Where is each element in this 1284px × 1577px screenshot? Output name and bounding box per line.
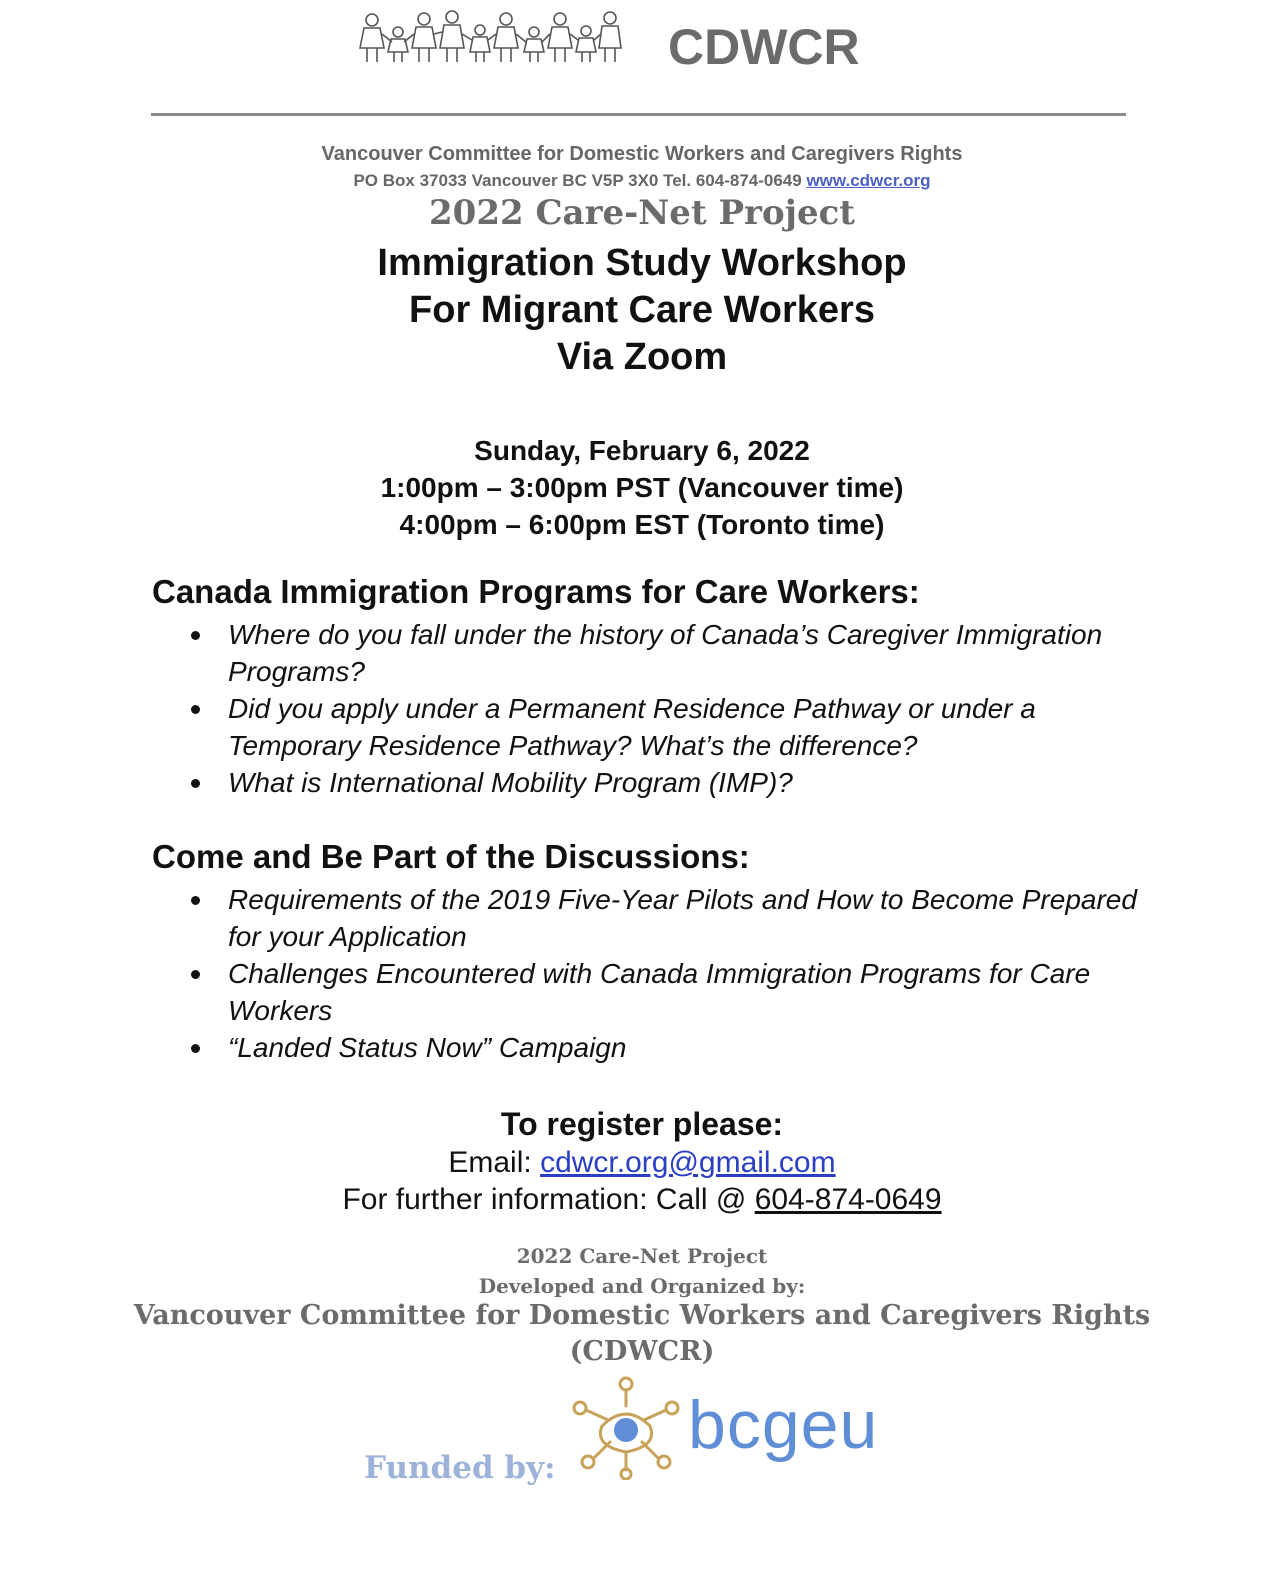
event-time-est: 4:00pm – 6:00pm EST (Toronto time)	[399, 509, 885, 540]
main-title-line-1: Immigration Study Workshop	[377, 242, 907, 284]
bullet-icon	[191, 1044, 200, 1053]
event-date: Sunday, February 6, 2022	[474, 435, 810, 466]
phone-label: For further information: Call @	[342, 1183, 747, 1216]
main-title-line-3: Via Zoom	[556, 336, 728, 378]
list-item	[228, 1029, 1148, 1066]
list-item-text: Did you apply under a Permanent Residence Pathway or under a Temporary Residence Pathway? What’s the difference?	[228, 693, 1036, 761]
list-item	[228, 764, 1148, 801]
bcgeu-wordmark: bcgeu	[688, 1387, 879, 1463]
list-item-text: Where do you fall under the history of Canada’s Caregiver Immigration Programs?	[228, 619, 1103, 687]
section-heading-programs: Canada Immigration Programs for Care Workers:	[152, 573, 920, 610]
list-item	[228, 616, 1148, 690]
bullet-icon	[191, 779, 200, 788]
bullet-icon	[191, 896, 200, 905]
footer-developed-by: Developed and Organized by:	[478, 1274, 806, 1298]
section-heading-discussions: Come and Be Part of the Discussions:	[152, 838, 750, 875]
footer-project: 2022 Care-Net Project	[516, 1244, 768, 1268]
main-title	[0, 240, 1284, 381]
bullet-icon	[191, 631, 200, 640]
event-time-pst: 1:00pm – 3:00pm PST (Vancouver time)	[380, 472, 904, 503]
list-item-text: “Landed Status Now” Campaign	[228, 1032, 627, 1063]
register-phone-line	[0, 1183, 1284, 1217]
list-item	[228, 881, 1148, 955]
org-address: PO Box 37033 Vancouver BC V5P 3X0 Tel. 604-874-0649	[353, 171, 802, 190]
schedule-block	[0, 432, 1284, 543]
org-website-link[interactable]: www.cdwcr.org	[806, 171, 931, 190]
register-email-line	[0, 1146, 1284, 1180]
phone-number-link[interactable]: 604-874-0649	[754, 1183, 942, 1216]
main-title-line-2: For Migrant Care Workers	[409, 289, 875, 331]
list-item-text: Requirements of the 2019 Five-Year Pilots and How to Become Prepared for your Application	[228, 884, 1137, 952]
programs-list	[228, 616, 1148, 801]
list-item-text: Challenges Encountered with Canada Immigration Programs for Care Workers	[228, 958, 1091, 1026]
footer-org-name: Vancouver Committee for Domestic Workers and Caregivers Rights	[133, 1300, 1151, 1331]
bullet-icon	[191, 705, 200, 714]
org-name: Vancouver Committee for Domestic Workers and Caregivers Rights	[321, 143, 963, 165]
project-title: 2022 Care-Net Project	[429, 193, 855, 233]
org-address-line	[0, 171, 1284, 191]
email-label: Email:	[448, 1146, 532, 1179]
bcgeu-people-circle-icon	[562, 1372, 690, 1480]
bullet-icon	[191, 970, 200, 979]
header-divider	[151, 113, 1126, 116]
footer-org-abbr: (CDWCR)	[569, 1336, 715, 1367]
holding-hands-people-icon	[354, 6, 624, 68]
list-item	[228, 690, 1148, 764]
email-link[interactable]: cdwcr.org@gmail.com	[540, 1146, 836, 1179]
list-item	[228, 955, 1148, 1029]
register-heading: To register please:	[500, 1106, 784, 1142]
list-item-text: What is International Mobility Program (IMP)?	[228, 767, 793, 798]
brand-wordmark: CDWCR	[668, 19, 860, 75]
discussions-list	[228, 881, 1148, 1066]
funded-by-label: Funded by:	[364, 1450, 556, 1486]
